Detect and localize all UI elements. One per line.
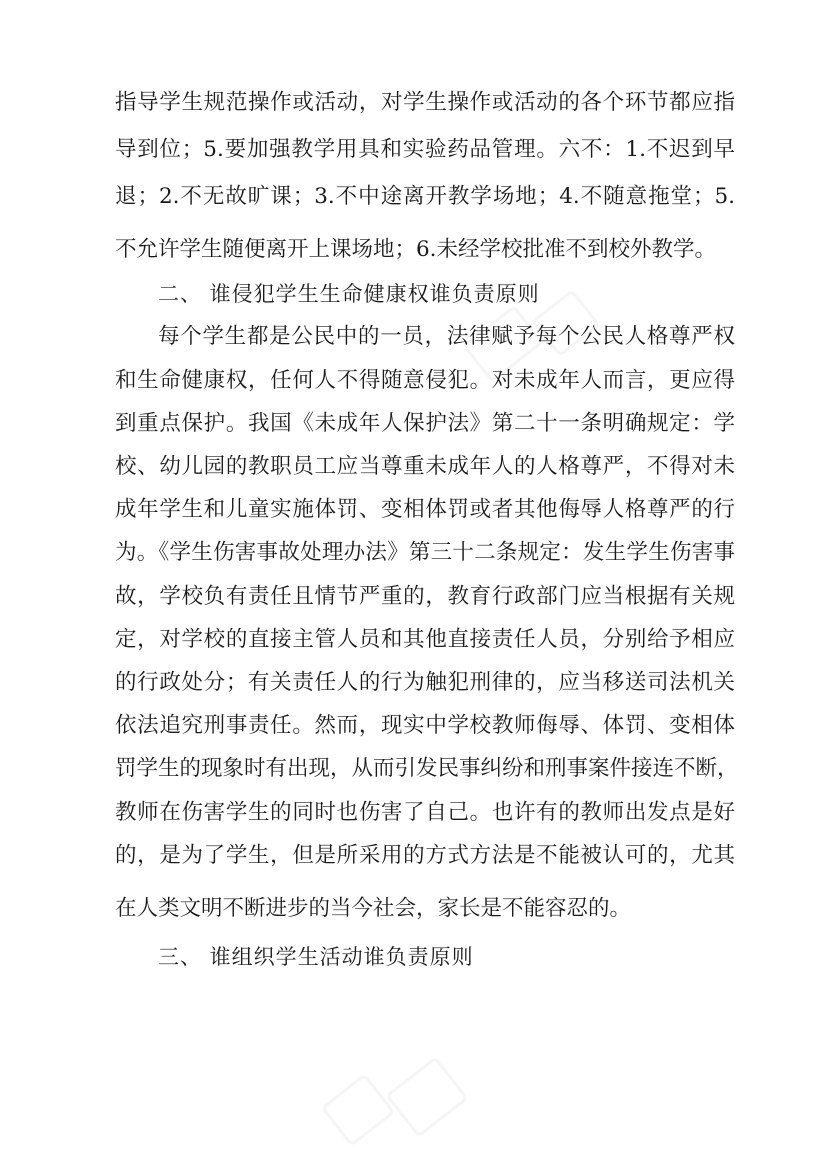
paragraph-line: 指导学生规范操作或活动，对学生操作或活动的各个环节都应指 bbox=[115, 90, 735, 115]
paragraph-line: 的行政处分；有关责任人的行为触犯刑律的，应当移送司法机关 bbox=[115, 670, 735, 695]
paragraph-line: 依法追究刑事责任。然而，现实中学校教师侮辱、体罚、变相体 bbox=[115, 713, 735, 738]
paragraph-line: 到重点保护。我国《未成年人保护法》第二十一条明确规定：学 bbox=[115, 411, 735, 436]
paragraph-line: 定，对学校的直接主管人员和其他直接责任人员，分别给予相应 bbox=[115, 627, 735, 652]
paragraph-line: 导到位；5.要加强教学用具和实验药品管理。六不：1.不迟到早 bbox=[115, 137, 735, 162]
paragraph-line: 为。《学生伤害事故处理办法》第三十二条规定：发生学生伤害事 bbox=[115, 540, 735, 565]
paragraph-line: 不允许学生随便离开上课场地；6.未经学校批准不到校外教学。 bbox=[115, 237, 717, 262]
paragraph-line: 成年学生和儿童实施体罚、变相体罚或者其他侮辱人格尊严的行 bbox=[115, 497, 735, 522]
paragraph-line: 和生命健康权，任何人不得随意侵犯。对未成年人而言，更应得 bbox=[115, 368, 735, 393]
paragraph-line: 故，学校负有责任且情节严重的，教育行政部门应当根据有关规 bbox=[115, 584, 735, 609]
section-heading: 三、 谁组织学生活动谁负责原则 bbox=[158, 945, 474, 969]
watermark-mark bbox=[321, 1073, 396, 1147]
watermark-mark bbox=[385, 1056, 469, 1138]
paragraph-line: 退；2.不无故旷课；3.不中途离开教学场地；4.不随意拖堂；5. bbox=[115, 184, 735, 209]
paragraph-line: 在人类文明不断进步的当今社会，家长是不能容忍的。 bbox=[115, 896, 632, 921]
paragraph-line: 每个学生都是公民中的一员，法律赋予每个公民人格尊严权 bbox=[158, 324, 735, 349]
paragraph-line: 罚学生的现象时有出现，从而引发民事纠纷和刑事案件接连不断， bbox=[115, 756, 739, 781]
section-heading: 二、 谁侵犯学生生命健康权谁负责原则 bbox=[158, 282, 540, 306]
paragraph-line: 教师在伤害学生的同时也伤害了自己。也许有的教师出发点是好 bbox=[115, 800, 735, 825]
paragraph-line: 的，是为了学生，但是所采用的方式方法是不能被认可的，尤其 bbox=[115, 843, 735, 868]
paragraph-line: 校、幼儿园的教职员工应当尊重未成年人的人格尊严，不得对未 bbox=[115, 454, 735, 479]
